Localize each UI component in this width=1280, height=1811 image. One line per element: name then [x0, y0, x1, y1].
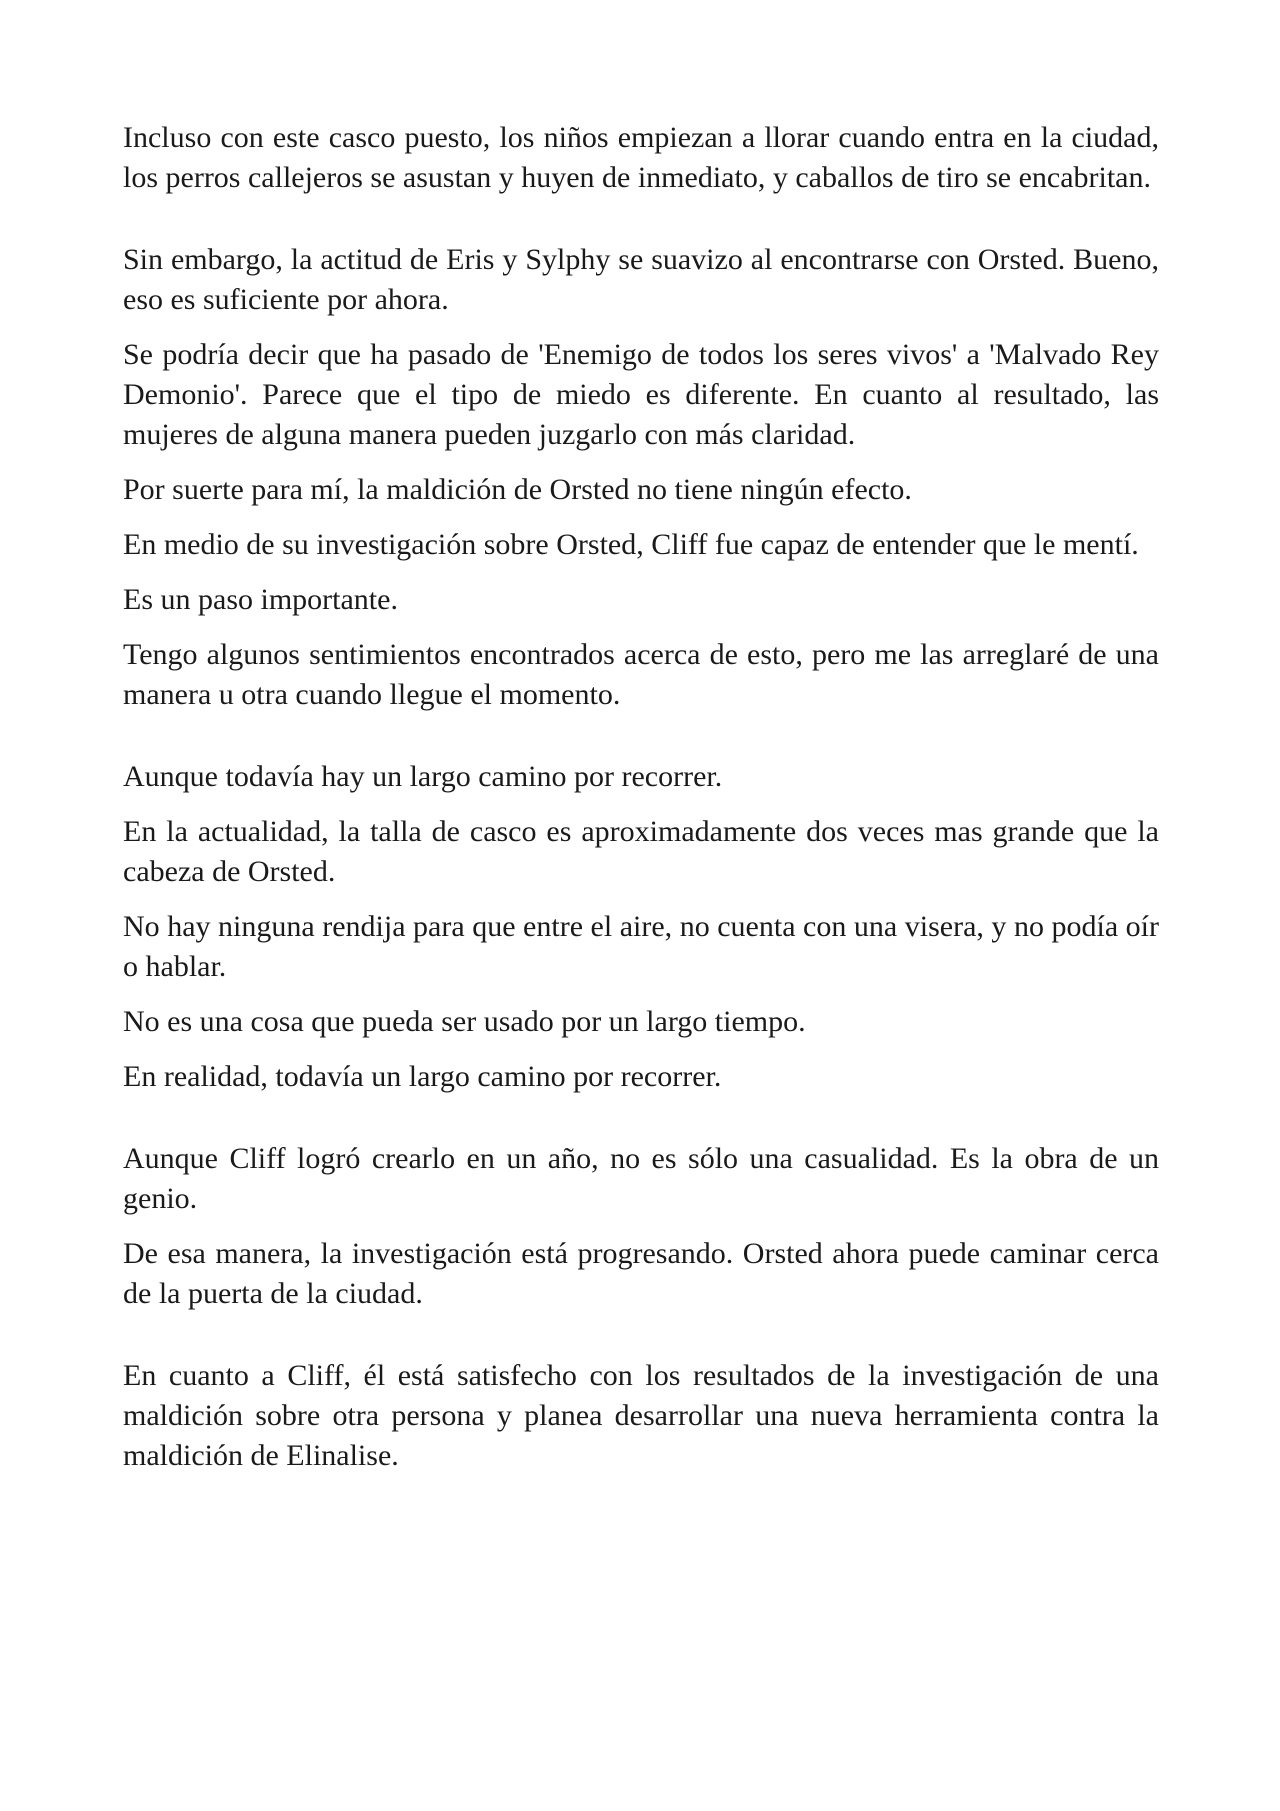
paragraph-2: Sin embargo, la actitud de Eris y Sylphy se suavizo al encontrarse con Orsted. Bueno, eso es suficiente por ahora. [123, 243, 1159, 316]
paragraph-8: Aunque todavía hay un largo camino por recorrer. [123, 760, 723, 793]
paragraph-9: En la actualidad, la talla de casco es aproximadamente dos veces mas grande que la cabeza de Orsted. [123, 815, 1159, 888]
paragraph-1: Incluso con este casco puesto, los niños empiezan a llorar cuando entra en la ciudad, los perros callejeros se asustan y huyen de inmediato, y caballos de tiro se encabritan. [123, 121, 1159, 194]
document-body [123, 118, 1159, 1491]
paragraph-5: En medio de su investigación sobre Orsted, Cliff fue capaz de entender que le mentí. [123, 528, 1139, 561]
paragraph-6: Es un paso importante. [123, 583, 398, 616]
paragraph-4: Por suerte para mí, la maldición de Orsted no tiene ningún efecto. [123, 473, 912, 506]
paragraph-13: Aunque Cliff logró crearlo en un año, no es sólo una casualidad. Es la obra de un genio. [123, 1142, 1159, 1215]
paragraph-3: Se podría decir que ha pasado de 'Enemigo de todos los seres vivos' a 'Malvado Rey Demonio'. Parece que el tipo de miedo es diferente. En cuanto al resultado, las mujeres de alguna manera pueden juzgarlo con más claridad. [123, 338, 1159, 451]
paragraph-12: En realidad, todavía un largo camino por recorrer. [123, 1060, 722, 1093]
paragraph-11: No es una cosa que pueda ser usado por un largo tiempo. [123, 1005, 806, 1038]
paragraph-15: En cuanto a Cliff, él está satisfecho con los resultados de la investigación de una maldición sobre otra persona y planea desarrollar una nueva herramienta contra la maldición de Elinalise. [123, 1359, 1159, 1472]
paragraph-10: No hay ninguna rendija para que entre el aire, no cuenta con una visera, y no podía oír o hablar. [123, 910, 1159, 983]
paragraph-14: De esa manera, la investigación está progresando. Orsted ahora puede caminar cerca de la puerta de la ciudad. [123, 1237, 1159, 1310]
paragraph-7: Tengo algunos sentimientos encontrados acerca de esto, pero me las arreglaré de una manera u otra cuando llegue el momento. [123, 638, 1159, 711]
